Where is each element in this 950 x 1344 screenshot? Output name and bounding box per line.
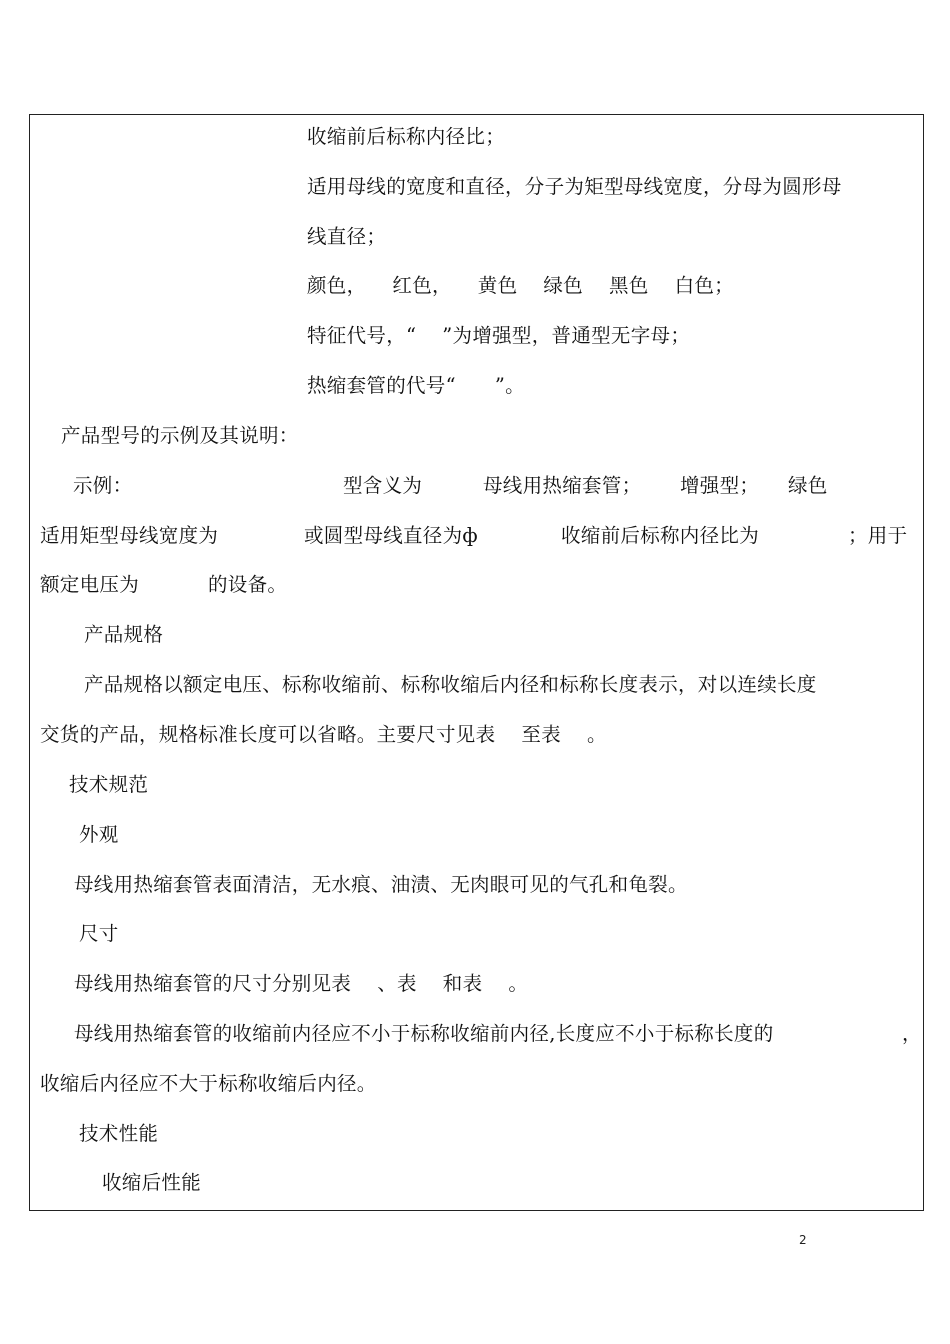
text-product-spec-2: 交货的产品，规格标准长度可以省略。主要尺寸见表 至表 。 — [40, 723, 607, 746]
heading-tech-spec: 技术规范 — [69, 773, 149, 796]
text-line-ratio: 收缩前后标称内径比； — [307, 125, 506, 148]
text-example-equipment: 的设备。 — [208, 573, 288, 596]
text-line-diameter: 线直径； — [307, 225, 387, 248]
heading-tech-performance: 技术性能 — [79, 1122, 159, 1145]
page-number: 2 — [799, 1233, 807, 1247]
text-dimensions-inner-diameter: 母线用热缩套管的收缩前内径应不小于标称收缩前内径,长度应不小于标称长度的 — [74, 1022, 774, 1045]
heading-post-shrink-performance: 收缩后性能 — [102, 1171, 202, 1194]
text-product-spec-1: 产品规格以额定电压、标称收缩前、标称收缩后内径和标称长度表示，对以连续长度 — [84, 673, 817, 696]
text-example-rect-width: 适用矩型母线宽度为 — [40, 524, 219, 547]
text-dimensions-comma: ， — [902, 1022, 922, 1045]
text-example-round-diameter: 或圆型母线直径为ф — [304, 524, 478, 547]
heading-product-spec: 产品规格 — [84, 623, 164, 646]
text-example-busbar-sleeve: 母线用热缩套管； — [483, 474, 642, 497]
text-dimensions-tables: 母线用热缩套管的尺寸分别见表 、表 和表 。 — [74, 972, 529, 995]
text-example-meaning: 型含义为 — [343, 474, 423, 497]
text-line-feature-code: 特征代号，“ ”为增强型，普通型无字母； — [307, 324, 691, 347]
heading-dimensions: 尺寸 — [79, 922, 119, 945]
text-line-model-example-heading: 产品型号的示例及其说明： — [61, 424, 299, 447]
text-example-label: 示例： — [73, 474, 133, 497]
text-appearance: 母线用热缩套管表面清洁，无水痕、油渍、无肉眼可见的气孔和龟裂。 — [74, 873, 688, 896]
text-example-green: 绿色 — [788, 474, 828, 497]
text-example-used-for: ；用于 — [848, 524, 908, 547]
text-example-reinforced: 增强型； — [680, 474, 760, 497]
text-line-colors: 颜色， 红色， 黄色 绿色 黑色 白色； — [307, 274, 734, 297]
text-example-ratio: 收缩前后标称内径比为 — [561, 524, 760, 547]
text-line-sleeve-code: 热缩套管的代号“ ”。 — [307, 374, 525, 397]
text-example-rated-voltage: 额定电压为 — [40, 573, 140, 596]
text-dimensions-after-shrink: 收缩后内径应不大于标称收缩后内径。 — [40, 1072, 377, 1095]
heading-appearance: 外观 — [79, 823, 119, 846]
text-line-busbar-width: 适用母线的宽度和直径，分子为矩型母线宽度，分母为圆形母 — [307, 175, 842, 198]
